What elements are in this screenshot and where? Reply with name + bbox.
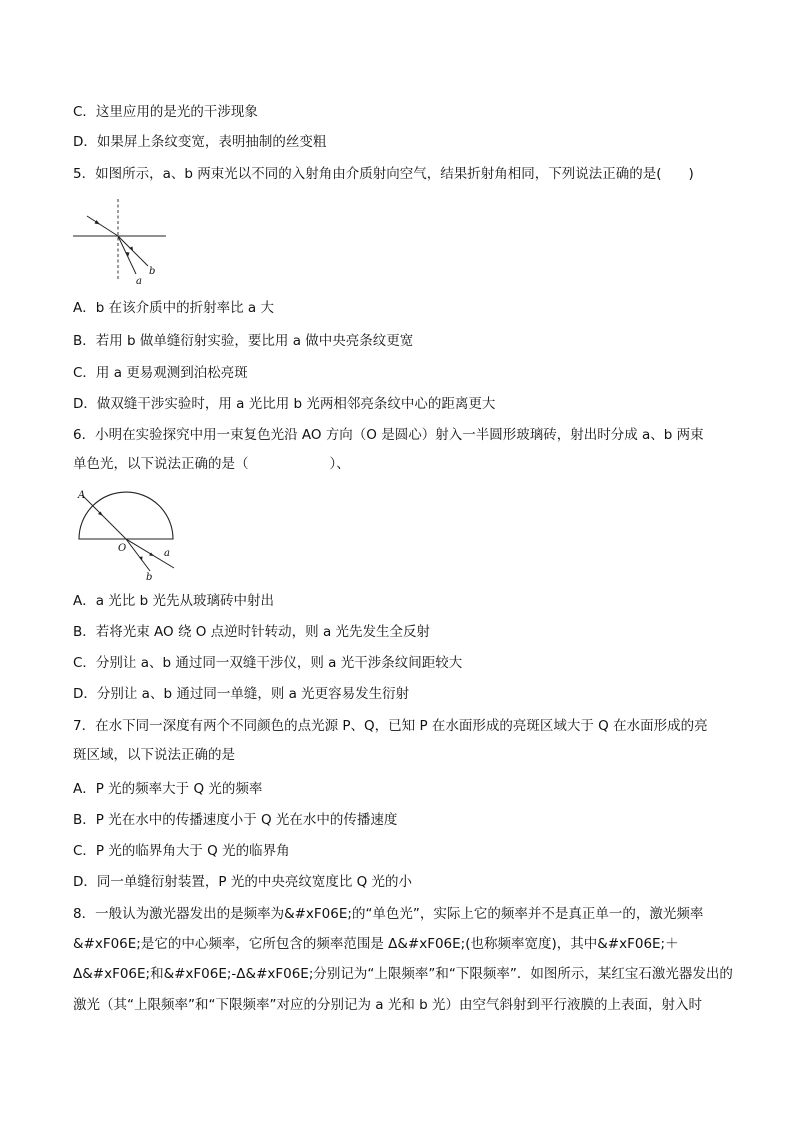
q6-option-c: C．分别让 a、b 通过同一双缝干涉仪，则 a 光干涉条纹间距较大 <box>73 655 463 671</box>
q5-refraction-figure <box>70 196 170 288</box>
q5-label-a: a <box>136 276 142 287</box>
q5-option-b: B．若用 b 做单缝衍射实验，要比用 a 做中央亮条纹更宽 <box>73 333 414 349</box>
q5-option-c: C．用 a 更易观测到泊松亮斑 <box>73 365 248 381</box>
q6-semicircle-glass-figure <box>72 486 182 582</box>
q6-option-a: A．a 光比 b 光先从玻璃砖中射出 <box>73 593 274 609</box>
q5-ray-arrow <box>95 220 101 225</box>
q5-option-d: D．做双缝干涉实验时，用 a 光比用 b 光两相邻亮条纹中心的距离更大 <box>73 396 496 412</box>
q6-label-b: b <box>146 572 153 582</box>
q6-incident-ray-AO <box>82 495 126 539</box>
q5-stem: 5．如图所示，a、b 两束光以不同的入射角由介质射向空气，结果折射角相同，下列说法正确的是( ) <box>73 166 694 182</box>
q7-option-c: C．P 光的临界角大于 Q 光的临界角 <box>73 843 290 859</box>
q8-line4: 激光（其“上限频率”和“下限频率”对应的分别记为 a 光和 b 光）由空气斜射到平行液膜的上表面，射入时 <box>73 997 702 1013</box>
q6-ray-b <box>126 539 150 571</box>
q8-line2: &#xF06E;是它的中心频率，它所包含的频率范围是 Δ&#xF06E;(也称频率宽度)，其中&#xF06E;＋ <box>73 936 679 952</box>
q7-stem-line2: 斑区域，以下说法正确的是 <box>73 747 235 763</box>
q7-option-a: A．P 光的频率大于 Q 光的频率 <box>73 781 263 797</box>
q8-line1: 8．一般认为激光器发出的是频率为&#xF06E;的“单色光”，实际上它的频率并不是真正单一的，激光频率 <box>73 906 704 922</box>
q4-option-c: C．这里应用的是光的干涉现象 <box>73 104 258 120</box>
q6-semicircle-glass <box>79 492 173 539</box>
q4-option-d: D．如果屏上条纹变宽，表明抽制的丝变粗 <box>73 134 327 150</box>
q6-label-O: O <box>118 543 127 554</box>
q6-option-b: B．若将光束 AO 绕 O 点逆时针转动，则 a 光先发生全反射 <box>73 624 431 640</box>
q6-stem-line1: 6．小明在实验探究中用一束复色光沿 AO 方向（O 是圆心）射入一半圆形玻璃砖，射出时分成 a、b 两束 <box>73 427 704 443</box>
q8-line3: Δ&#xF06E;和&#xF06E;-Δ&#xF06E;分别记为“上限频率”和“下限频率”．如图所示，某红宝石激光器发出的 <box>73 966 733 982</box>
q6-label-a: a <box>164 548 170 559</box>
q6-label-A: A <box>78 490 86 501</box>
q7-option-b: B．P 光在水中的传播速度小于 Q 光在水中的传播速度 <box>73 812 398 828</box>
q7-stem-line1: 7．在水下同一深度有两个不同颜色的点光源 P、Q，已知 P 在水面形成的亮斑区域大于 Q 在水面形成的亮 <box>73 718 708 734</box>
q5-label-b: b <box>149 266 156 277</box>
q5-option-a: A．b 在该介质中的折射率比 a 大 <box>73 300 274 316</box>
q6-stem-line2: 单色光，以下说法正确的是（ ）、 <box>73 456 350 472</box>
q5-refracted-ray <box>87 216 118 236</box>
q7-option-d: D．同一单缝衍射装置，P 光的中央亮纹宽度比 Q 光的小 <box>73 874 413 890</box>
q6-ray-b-arrow <box>139 557 143 562</box>
q6-option-d: D．分别让 a、b 通过同一单缝，则 a 光更容易发生衍射 <box>73 686 410 702</box>
